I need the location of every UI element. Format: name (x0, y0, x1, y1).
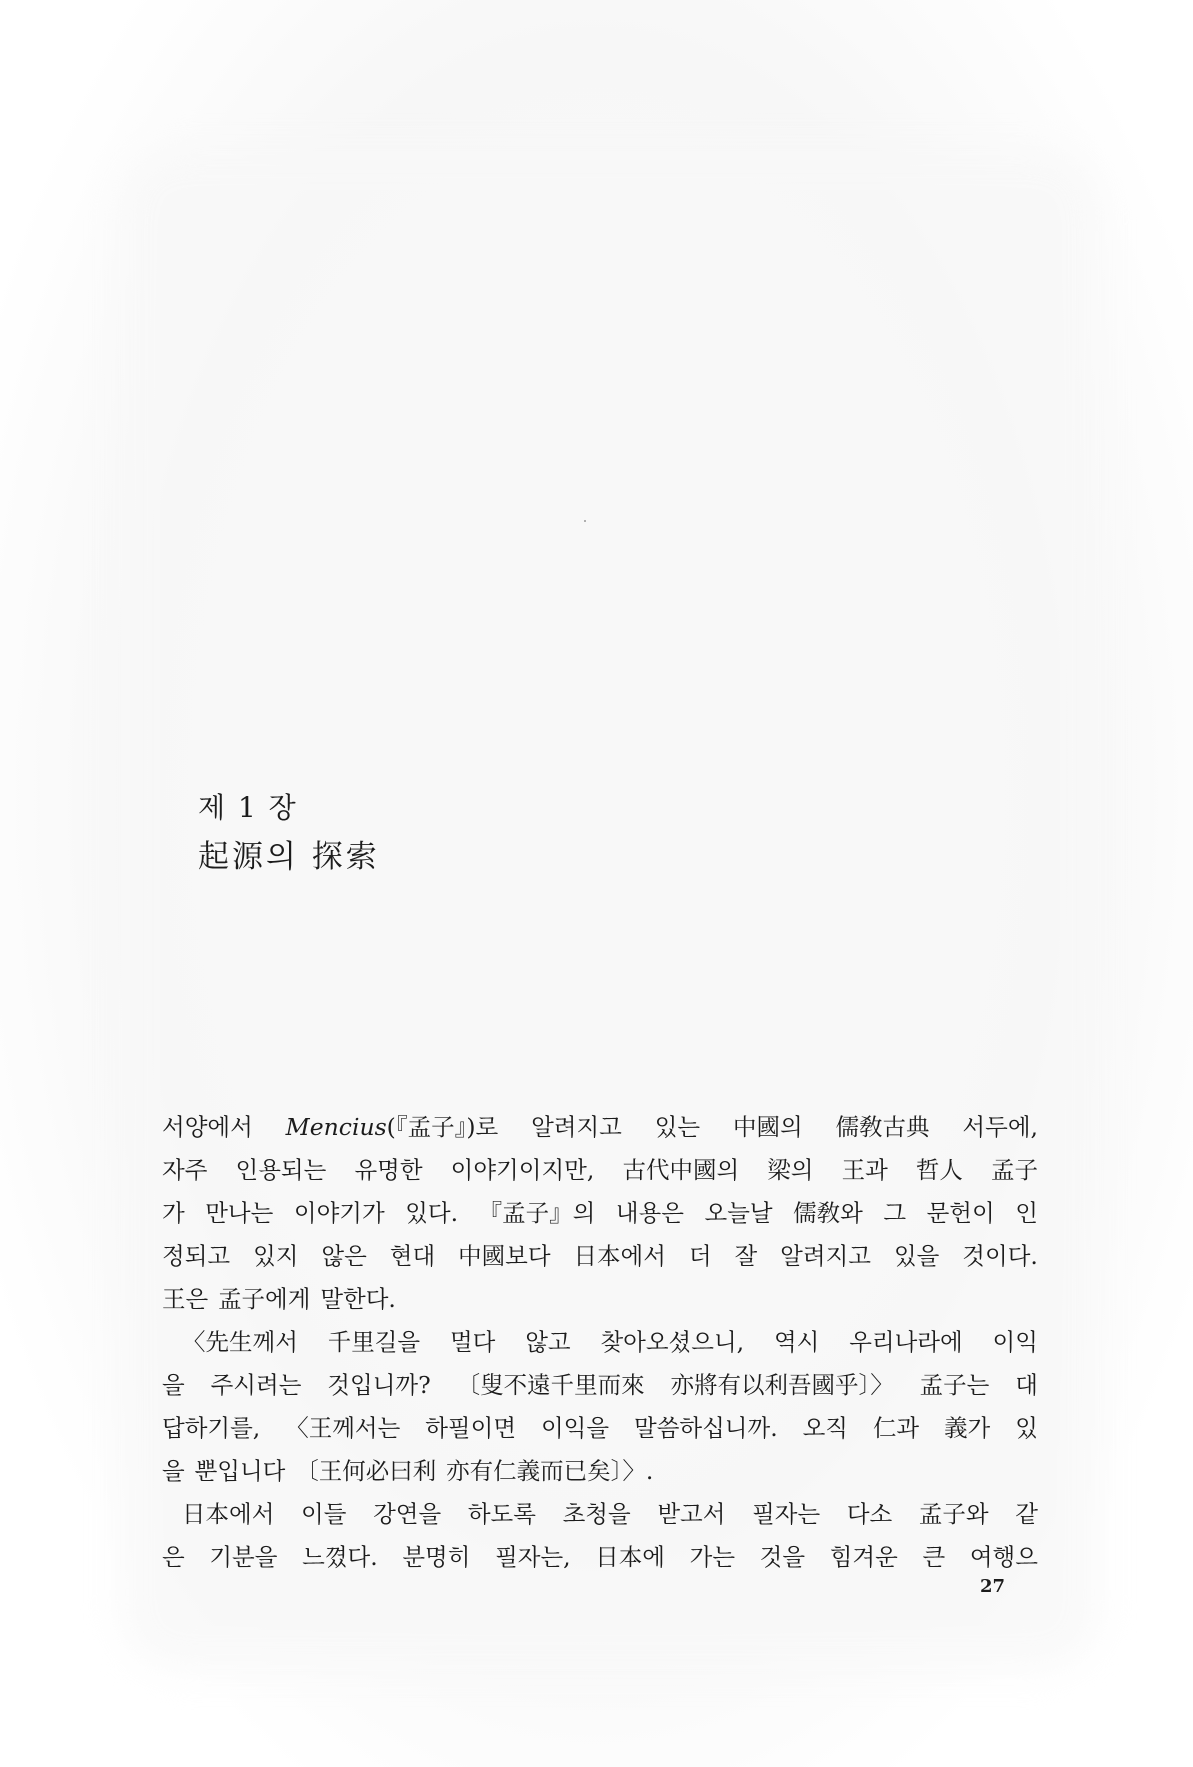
word: 뿐입니다 (194, 1457, 286, 1485)
word: 가 (162, 1199, 185, 1227)
word: 않은 (321, 1242, 367, 1270)
word: 日本에 (595, 1543, 665, 1571)
word: 王은 (162, 1285, 209, 1313)
text-line (162, 1407, 1038, 1450)
word: 그 (883, 1199, 907, 1227)
word: 〔叟不遠千里而來 (456, 1371, 645, 1399)
word: 中國보다 (458, 1242, 551, 1270)
body-text (162, 1106, 1038, 1579)
word: 孟子는 (919, 1371, 990, 1399)
word: 알려지고 (780, 1242, 871, 1270)
word: 〔王何必曰利 (295, 1457, 437, 1485)
text-line (162, 1278, 1038, 1321)
word: 오늘날 (704, 1199, 773, 1227)
word: 강연을 (373, 1500, 442, 1528)
word: 있지 (253, 1242, 299, 1270)
word: 이야기가 (293, 1199, 385, 1227)
word: 주시려는 (210, 1371, 302, 1399)
word: 잘 (734, 1242, 758, 1270)
word: 오직 (802, 1414, 849, 1442)
word: 이익 (992, 1328, 1038, 1356)
word: 정되고 (162, 1242, 231, 1270)
word: 서두에, (962, 1113, 1038, 1141)
word: 자주 (162, 1156, 208, 1184)
word: 우리나라에 (849, 1328, 963, 1356)
word: 것을 (759, 1543, 806, 1571)
word: 儒敎와 (793, 1199, 863, 1227)
word: 느꼈다. (302, 1543, 378, 1571)
word: 을 (162, 1457, 185, 1485)
text-line (162, 1536, 1038, 1579)
word: 하필이면 (425, 1414, 517, 1442)
chapter-heading (198, 786, 380, 880)
word: 다소 (846, 1500, 893, 1528)
word: 필자는 (752, 1500, 821, 1528)
word: 받고서 (657, 1500, 726, 1528)
word: 孟子와 (918, 1500, 989, 1528)
text-line (162, 1149, 1038, 1192)
text-line (162, 1450, 1038, 1493)
word: 알려지고 (531, 1113, 622, 1141)
word: 日本에서 (182, 1500, 275, 1528)
word: 亦將有以利吾國乎〕〉 (670, 1371, 894, 1399)
word: 있 (1015, 1414, 1038, 1442)
word: 힘겨운 (829, 1543, 898, 1571)
word: 기분을 (209, 1543, 278, 1571)
word: 孟子 (991, 1156, 1038, 1184)
word: 『孟子』의 (478, 1199, 596, 1227)
word: 千里길을 (327, 1328, 421, 1356)
text-line (162, 1321, 1038, 1364)
word: 義가 (944, 1414, 991, 1442)
page-number: 27 (980, 1576, 1006, 1597)
word: 孟子에게 (218, 1285, 311, 1313)
text-line (162, 1364, 1038, 1407)
text-line (162, 1106, 1038, 1149)
word: 않고 (525, 1328, 571, 1356)
word: 日本에서 (573, 1242, 666, 1270)
word: 멀다 (449, 1328, 496, 1356)
word: 대 (1015, 1371, 1038, 1399)
word: 있는 (654, 1113, 701, 1141)
word: 여행으 (969, 1543, 1038, 1571)
word: 초청을 (562, 1500, 631, 1528)
word: 亦有仁義而已矣〕〉. (446, 1457, 654, 1485)
chapter-number: 제 1 장 (198, 791, 298, 824)
word: 〈先生께서 (182, 1328, 298, 1356)
word: 더 (688, 1242, 712, 1270)
word: 을 (162, 1371, 185, 1399)
word: 내용은 (615, 1199, 684, 1227)
word: 〈王께서는 (285, 1414, 401, 1442)
word: 梁의 (767, 1156, 814, 1184)
word: 것이다. (962, 1242, 1038, 1270)
word: 이들 (301, 1500, 347, 1528)
word: 가는 (689, 1543, 736, 1571)
word: 哲人 (915, 1156, 963, 1184)
paper-speck (584, 520, 586, 522)
word: 말씀하십니까. (634, 1414, 778, 1442)
word: 말한다. (320, 1285, 396, 1313)
word: 中國의 (733, 1113, 803, 1141)
word: 인 (1015, 1199, 1038, 1227)
word: 있다. (405, 1199, 459, 1227)
word: 서양에서 (162, 1113, 253, 1141)
text-line (162, 1192, 1038, 1235)
word: 현대 (389, 1242, 436, 1270)
text-line (162, 1235, 1038, 1278)
word: 이야기이지만, (450, 1156, 595, 1184)
word: 유명한 (354, 1156, 423, 1184)
word: 답하기를, (162, 1414, 261, 1442)
word: 있을 (893, 1242, 940, 1270)
word: 역시 (773, 1328, 820, 1356)
word: 필자는, (495, 1543, 571, 1571)
word: 古代中國의 (622, 1156, 740, 1184)
word: 인용되는 (235, 1156, 327, 1184)
word: 王과 (841, 1156, 888, 1184)
word: 仁과 (872, 1414, 920, 1442)
chapter-title: 起源의 探索 (198, 839, 380, 875)
word: 은 (162, 1543, 185, 1571)
text-line (162, 1493, 1038, 1536)
word: 분명히 (402, 1543, 471, 1571)
word: 문헌이 (926, 1199, 995, 1227)
word: Mencius(『孟子』)로 (285, 1113, 499, 1141)
word: 큰 (922, 1543, 946, 1571)
word: 찾아오셨으니, (600, 1328, 745, 1356)
word: 같 (1015, 1500, 1038, 1528)
word: 만나는 (205, 1199, 274, 1227)
word: 이익을 (540, 1414, 610, 1442)
word: 儒敎古典 (835, 1113, 930, 1141)
word: 하도록 (467, 1500, 536, 1528)
word: 것입니까? (327, 1371, 431, 1399)
